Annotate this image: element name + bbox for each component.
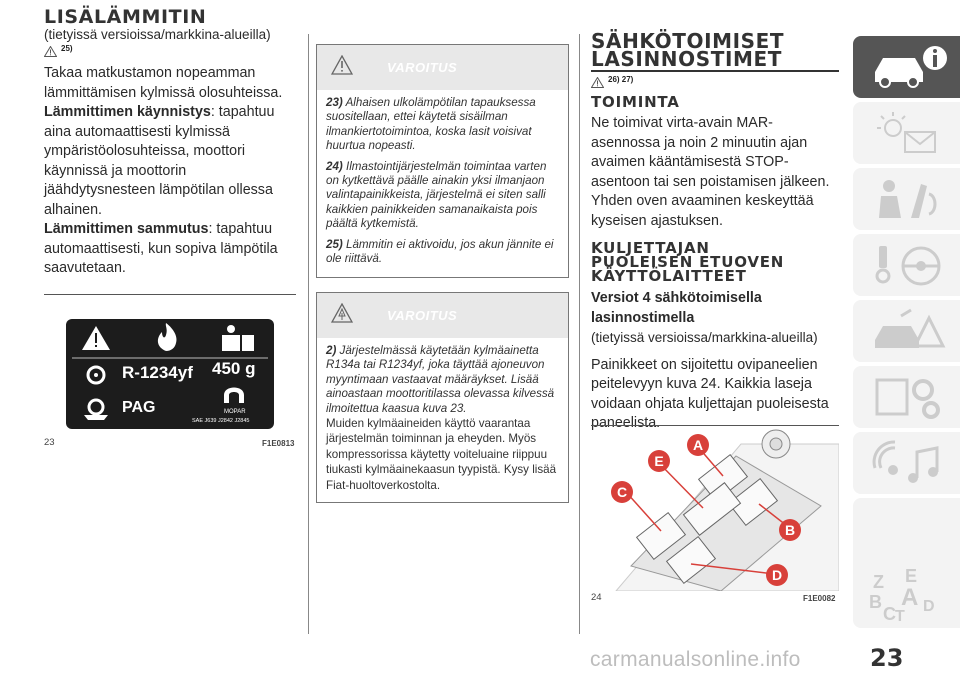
column-heater	[44, 0, 296, 279]
heater-intro: Takaa matkustamon nopeamman lämmittämisen kylmissä olosuhteissa.	[44, 65, 283, 101]
lights-mail-icon	[871, 108, 951, 158]
heater-start-text: : tapahtuu aina automaattisesti kylmissä ympäristöolosuhteissa, moottori käynnissä ja moottorin jäähdytysnesteen lämpötilan ollessa alhainen.	[44, 104, 275, 218]
figure-number: 24	[591, 592, 602, 603]
heater-warning-ref	[44, 44, 296, 64]
warning-header	[317, 293, 568, 338]
label-mopar: MOPAR	[224, 409, 246, 415]
tab-breakdown[interactable]	[853, 300, 960, 362]
label-oil: PAG	[122, 399, 156, 416]
warning-title: VAROITUS	[387, 60, 458, 75]
tab-index[interactable]	[853, 498, 960, 628]
ref-number: 25)	[61, 44, 73, 53]
figure-24	[591, 425, 839, 598]
figure-number: 23	[44, 437, 55, 448]
warning-item-number: 24)	[326, 159, 343, 173]
callout-e: E	[648, 450, 670, 472]
heater-stop-paragraph	[44, 220, 296, 279]
heater-start-paragraph	[44, 103, 296, 220]
index-letter: A	[901, 584, 919, 611]
watermark: carmanualsonline.info	[590, 648, 801, 671]
callout-a: A	[687, 434, 709, 456]
warning-item-number: 2)	[326, 344, 337, 357]
index-letter: D	[923, 598, 935, 615]
airbag-seat-icon	[871, 174, 951, 224]
version-title-1: Versiot 4 sähkötoimisella	[591, 290, 762, 306]
heater-stop-label: Lämmittimen sammutus	[44, 221, 209, 237]
breakdown-icon	[871, 306, 951, 356]
warning-item	[326, 238, 560, 267]
operation-paragraph: Ne toimivat virta-avain MAR-asennossa ja noin 2 minuutin ajan avaimen kääntämisestä STOP-asentoon tai sen poistamisen jälkeen. Yhden oven avaaminen keskeyttää kyseisen ajastuksen.	[591, 115, 830, 229]
version-availability-note: (tietyissä versioissa/markkina-alueilla)	[591, 330, 818, 345]
environment-warning-icon	[331, 303, 353, 323]
figure-23	[44, 294, 296, 450]
warning-triangle-icon	[331, 55, 353, 75]
warning-item-continued: Muiden kylmäaineiden käyttö vaarantaa järjestelmän toiminnan ja eheyden. Myös kompressorissa käytetty voiteluaine riippuu tiukasti kylmäainekaasun tyypistä. Kysy lisää Fiat-huoltoverkostolta.	[326, 417, 557, 492]
subheading-driver-door-3: KÄYTTÖLAITTEET	[591, 267, 747, 285]
index-letter: T	[895, 608, 905, 625]
warning-title: VAROITUS	[387, 308, 458, 323]
label-sae: SAE J639 J2842 J2845	[192, 418, 250, 424]
subheading-operation: TOIMINTA	[591, 93, 680, 111]
figure-code: F1E0082	[803, 594, 836, 603]
car-info-icon	[871, 42, 951, 92]
service-gears-icon	[871, 372, 951, 422]
warning-item-text: Järjestelmässä käytetään kylmäainetta R134a tai R1234yf, joka täyttää ajoneuvon myyntimaan vastaavat määräykset. Lisää ainoastaan moottoritilassa olevassa kilvessä ilmoitettua kaasua kuva 23.	[326, 344, 555, 415]
warning-box-2	[316, 292, 569, 503]
warning-header	[317, 45, 568, 90]
warning-body	[317, 338, 568, 501]
ref-number: 26) 27)	[608, 75, 634, 84]
column-divider	[308, 34, 309, 634]
controls-paragraph: Painikkeet on sijoitettu ovipaneelien peitelevyyn kuva 24. Kaikkia laseja voidaan ohjata kuljettajan puoleisesta paneelista.	[591, 356, 829, 431]
tab-car-info[interactable]	[853, 36, 960, 98]
callout-d: D	[766, 564, 788, 586]
subheading-driver-door-2: PUOLEISEN ETUOVEN	[591, 253, 785, 271]
label-weight: 450 g	[212, 359, 256, 378]
figure-code: F1E0813	[262, 439, 295, 448]
warning-item-text: Lämmitin ei aktivoidu, jos akun jännite ei ole riittävä.	[326, 237, 554, 266]
window-switch-panel-image	[591, 426, 839, 591]
warning-item-text: Ilmastointijärjestelmän toimintaa varten on kytkettävä päälle ainakin yksi ilmanjaon valintapainikkeista, järjestelmä ei siten salli kaikkien painikkeiden samanaikaista pois päältä kytkemistä.	[326, 159, 547, 231]
callout-b: B	[779, 519, 801, 541]
warning-item-number: 23)	[326, 96, 343, 109]
callout-c: C	[611, 481, 633, 503]
label-refrigerant: R-1234yf	[122, 363, 193, 382]
warning-box-1	[316, 44, 569, 278]
warning-item	[326, 96, 560, 154]
multimedia-icon	[871, 438, 951, 488]
index-letter: B	[869, 592, 882, 612]
tab-lights-mail[interactable]	[853, 102, 960, 164]
heading-power-windows-2: LASINNOSTIMET	[591, 50, 839, 72]
tab-airbag-seat[interactable]	[853, 168, 960, 230]
warning-triangle-icon	[591, 77, 604, 88]
key-steering-icon	[871, 240, 951, 290]
warning-item-text: Alhaisen ulkolämpötilan tapauksessa suositellaan, ettei käytetä sisäilman ilmankiertotoimintoa, koska lasit voisivat huurtua nopeasti.	[326, 96, 536, 153]
index-letter: C	[883, 604, 896, 624]
index-letter: E	[905, 566, 918, 586]
column-divider	[579, 34, 580, 634]
tab-multimedia[interactable]	[853, 432, 960, 494]
heading-power-windows-1: SÄHKÖTOIMISET	[591, 29, 785, 53]
warning-triangle-icon	[44, 46, 57, 57]
heater-stop-text: : tapahtuu automaattisesti, kun sopiva lämpötila saavutetaan.	[44, 221, 278, 276]
subheading-driver-door-1: KULJETTAJAN	[591, 239, 710, 257]
index-letter: Z	[873, 572, 884, 592]
warning-item	[326, 344, 560, 416]
warning-item-number: 25)	[326, 237, 343, 251]
power-windows-warning-ref	[591, 75, 839, 95]
warning-body	[317, 90, 568, 280]
page-number: 23	[870, 644, 904, 672]
heater-start-label: Lämmittimen käynnistys	[44, 104, 211, 120]
version-title-2: lasinnostimella	[591, 309, 695, 326]
warning-item	[326, 160, 560, 232]
heater-availability-note: (tietyissä versioissa/markkina-alueilla)	[44, 27, 271, 42]
column-power-windows	[591, 0, 839, 434]
tab-key-steering[interactable]	[853, 234, 960, 296]
heading-heater: LISÄLÄMMITIN	[44, 6, 207, 28]
tab-service[interactable]	[853, 366, 960, 428]
